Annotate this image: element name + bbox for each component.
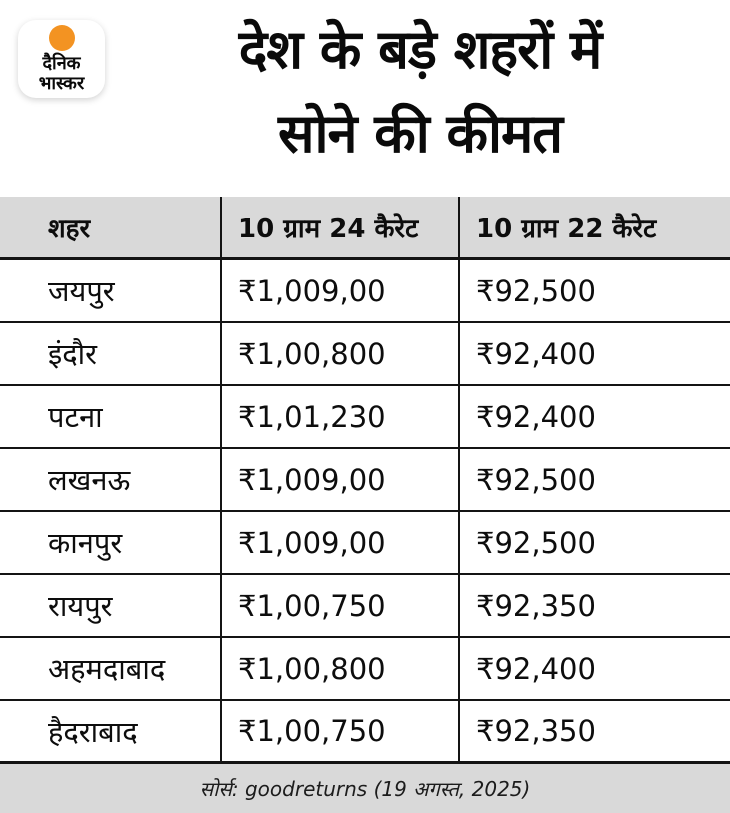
table-header-row xyxy=(0,197,730,260)
city-cell: पटना xyxy=(0,386,222,447)
masthead xyxy=(0,0,730,197)
price-24k-cell: ₹1,009,00 xyxy=(222,260,460,321)
price-22k-cell: ₹92,350 xyxy=(476,714,596,748)
price-22k-cell: ₹92,400 xyxy=(476,651,596,686)
price-22k-cell: ₹92,400 xyxy=(476,399,596,434)
logo-text-bottom: भास्कर xyxy=(38,72,85,94)
table-row xyxy=(0,638,730,701)
price-24k-cell: ₹1,00,750 xyxy=(222,701,460,761)
price-24k-cell: ₹1,01,230 xyxy=(222,386,460,447)
logo-text-top: दैनिक xyxy=(42,52,81,74)
city-cell: जयपुर xyxy=(0,260,222,321)
header-22k: 10 ग्राम 22 कैरेट xyxy=(476,214,657,244)
table-row xyxy=(0,449,730,512)
table-row xyxy=(0,575,730,638)
price-24k-cell: ₹1,009,00 xyxy=(222,512,460,573)
page-title-line1: देश के बड़े शहरों में xyxy=(238,18,602,81)
city-cell: इंदौर xyxy=(0,323,222,384)
price-24k-cell: ₹1,009,00 xyxy=(222,449,460,510)
table-row xyxy=(0,386,730,449)
source-text: सोर्स: goodreturns (19 अगस्त, 2025) xyxy=(199,777,531,801)
sun-dot-icon xyxy=(49,25,75,51)
price-22k-cell: ₹92,500 xyxy=(476,273,596,308)
price-22k-cell: ₹92,400 xyxy=(476,336,596,371)
table-row xyxy=(0,701,730,764)
price-24k-cell: ₹1,00,750 xyxy=(222,575,460,636)
dainik-bhaskar-logo xyxy=(18,20,105,98)
price-22k-cell: ₹92,350 xyxy=(476,588,596,623)
city-cell: अहमदाबाद xyxy=(0,638,222,699)
price-24k-cell: ₹1,00,800 xyxy=(222,638,460,699)
header-city: शहर xyxy=(0,197,222,257)
gold-price-table xyxy=(0,197,730,764)
table-row xyxy=(0,260,730,323)
city-cell: कानपुर xyxy=(0,512,222,573)
table-row xyxy=(0,323,730,386)
price-24k-cell: ₹1,00,800 xyxy=(222,323,460,384)
header-24k: 10 ग्राम 24 कैरेट xyxy=(222,197,460,257)
page-title-line2: सोने की कीमत xyxy=(277,102,563,165)
city-cell: लखनऊ xyxy=(0,449,222,510)
price-22k-cell: ₹92,500 xyxy=(476,525,596,560)
city-cell: हैदराबाद xyxy=(0,701,222,761)
price-22k-cell: ₹92,500 xyxy=(476,462,596,497)
page-title xyxy=(110,8,730,176)
table-row xyxy=(0,512,730,575)
source-bar xyxy=(0,764,730,813)
city-cell: रायपुर xyxy=(0,575,222,636)
